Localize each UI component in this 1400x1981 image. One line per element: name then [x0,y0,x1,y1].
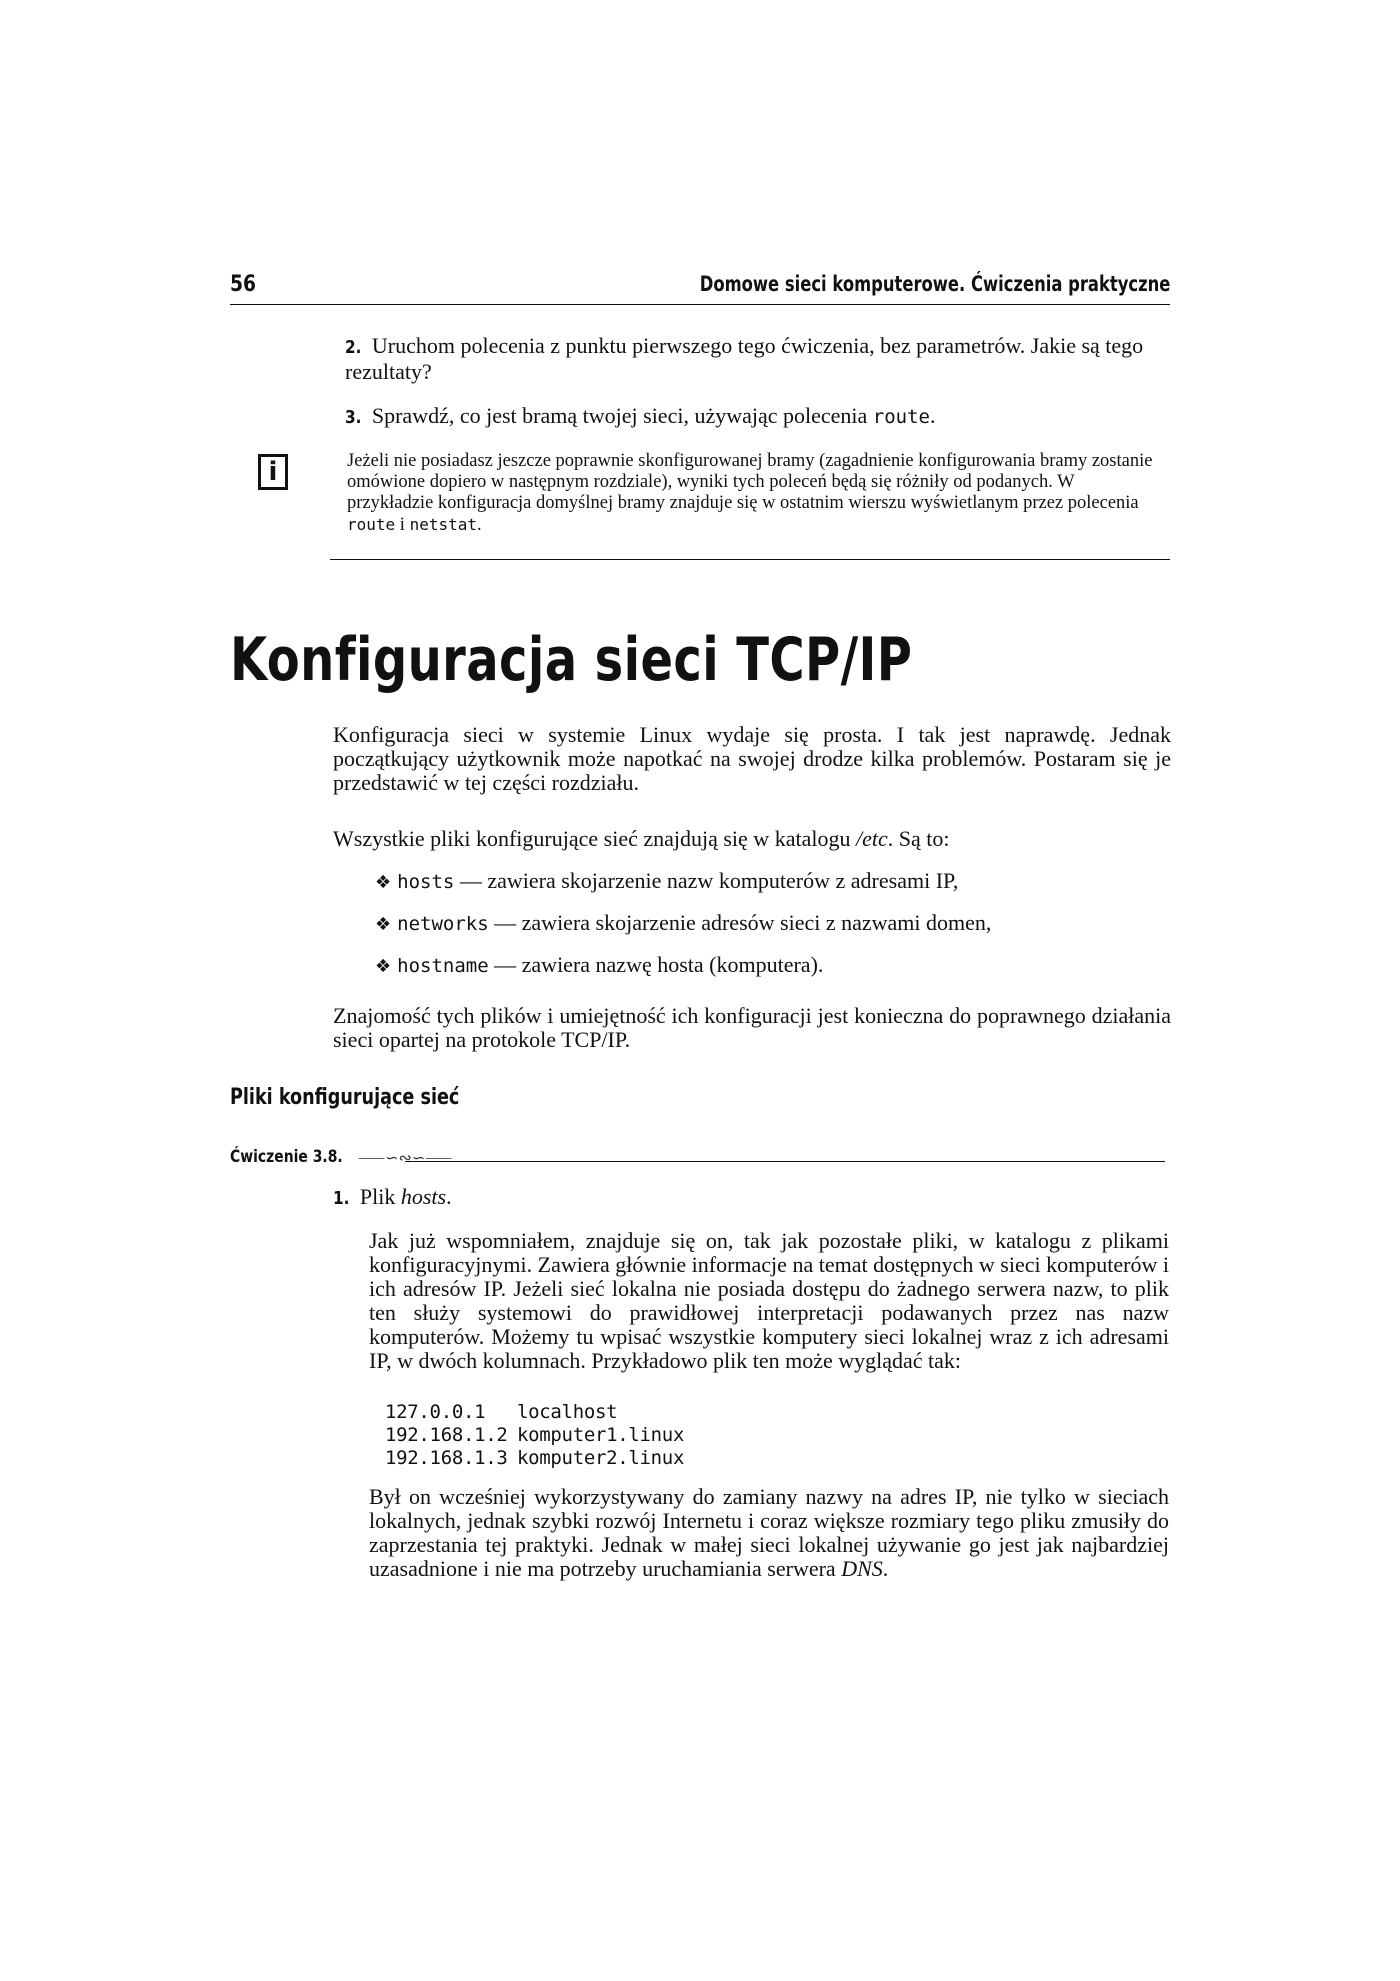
history-text: Był on wcześniej wykorzystywany do zamiany nazwy na adres IP, nie tylko w sieciach lokalnych, jednak szybki rozwój Internetu i coraz większe rozmiary tego pliku zmusiły do zaprzestania tej praktyki. Jednak w małej sieci lokalnej używanie go jest jak najbardziej uzasadnione i nie ma potrzeby uruchamiania serwera [369,1484,1169,1581]
list-item [375,953,823,979]
info-note [347,451,1157,536]
history-end: . [882,1556,889,1581]
exercise-header [230,1147,1165,1171]
file-name: networks [397,913,489,935]
code-row [385,1401,684,1424]
code-row [385,1447,684,1470]
note-and: i [395,515,410,535]
file-description: — zawiera nazwę hosta (komputera). [488,952,824,977]
inline-code: route [872,406,930,428]
exercise-divider [405,1161,1165,1162]
step-text-end: . [446,1184,452,1209]
file-description: — zawiera skojarzenie nazw komputerów z adresami IP, [454,868,959,893]
host-name: komputer2.linux [517,1447,685,1469]
step-text-end: . [930,403,936,428]
section-title: Konfiguracja sieci TCP/IP [230,625,913,695]
files-intro [333,827,949,851]
host-name: localhost [517,1401,618,1423]
note-divider [330,559,1170,560]
file-description: — zawiera skojarzenie adresów sieci z nazwami domen, [488,910,992,935]
hosts-paragraph: Jak już wspomniałem, znajduje się on, tak jak pozostałe pliki, w katalogu z plikami konfiguracyjnymi. Zawiera głównie informacje na temat dostępnych w sieci komputerów i ich adresów IP. Jeżeli sieć lokalna nie posiada dostępu do żadnego serwera nazw, to plik ten służy systemowi do prawidłowej interpretacji podawanych przez nas nazw komputerów. Możemy tu wpisać wszystkie komputery sieci lokalnej wraz z ich adresami IP, w dwóch kolumnach. Przykładowo plik ten może wyglądać tak: [369,1228,1169,1373]
exercise-label: Ćwiczenie 3.8. [230,1147,343,1167]
note-text: Jeżeli nie posiadasz jeszcze poprawnie skonfigurowanej bramy (zagadnienie konfigurowania bramy zostanie omówione dopiero w następnym rozdziale), wyniki tych poleceń będą się różniły od podanych. W przykładzie konfiguracja domyślnej bramy znajduje się w ostatnim wierszu wyświetlanym przez polecenia [347,451,1153,513]
step-text: Plik [359,1184,401,1209]
files-intro-text: Wszystkie pliki konfigurujące sieć znajdują się w katalogu [333,826,856,851]
diamond-bullet-icon: ❖ [375,956,392,977]
running-title: Domowe sieci komputerowe. Ćwiczenia praktyczne [699,272,1170,296]
step-text: Uruchom polecenia z punktu pierwszego tego ćwiczenia, bez parametrów. Jakie są tego rezultaty? [345,333,1144,384]
intro-paragraph: Konfiguracja sieci w systemie Linux wydaje się prosta. I tak jest naprawdę. Jednak początkujący użytkownik może napotkać na swojej drodze kilka problemów. Postaram się je przedstawić w tej części rozdziału. [333,722,1171,795]
list-item [375,869,958,895]
history-paragraph [369,1485,1169,1581]
step-2 [345,334,1165,384]
ip-address: 127.0.0.1 [385,1401,486,1423]
step-number: 3. [345,407,362,428]
inline-code-netstat: netstat [409,515,477,534]
diamond-bullet-icon: ❖ [375,872,392,893]
step-number: 1. [333,1188,350,1209]
step-1 [333,1185,452,1211]
inline-code-route: route [347,515,396,534]
file-name: hosts [397,871,455,893]
step-3 [345,404,1165,430]
dns-italic: DNS [841,1556,883,1581]
etc-path: /etc [855,826,888,851]
running-header [230,272,1170,305]
hosts-italic: hosts [400,1184,447,1209]
subsection-title: Pliki konfigurujące sieć [230,1085,460,1110]
step-text: Sprawdź, co jest bramą twojej sieci, używając polecenia [371,403,873,428]
hosts-file-code [385,1401,684,1470]
ip-address: 192.168.1.3 [385,1447,508,1469]
diamond-bullet-icon: ❖ [375,914,392,935]
files-intro-end: . Są to: [887,826,950,851]
info-icon [258,454,288,490]
knowledge-paragraph: Znajomość tych plików i umiejętność ich konfiguracji jest konieczna do poprawnego działania sieci opartej na protokole TCP/IP. [333,1003,1171,1052]
ornament-icon: ⸺∽∾∽⸺ [358,1148,453,1167]
info-icon-glyph: i [268,457,278,487]
page-number: 56 [230,272,257,297]
code-row [385,1424,684,1447]
note-end: . [477,515,482,535]
list-item [375,911,991,937]
host-name: komputer1.linux [517,1424,685,1446]
ip-address: 192.168.1.2 [385,1424,508,1446]
file-name: hostname [397,955,489,977]
step-number: 2. [345,337,362,358]
